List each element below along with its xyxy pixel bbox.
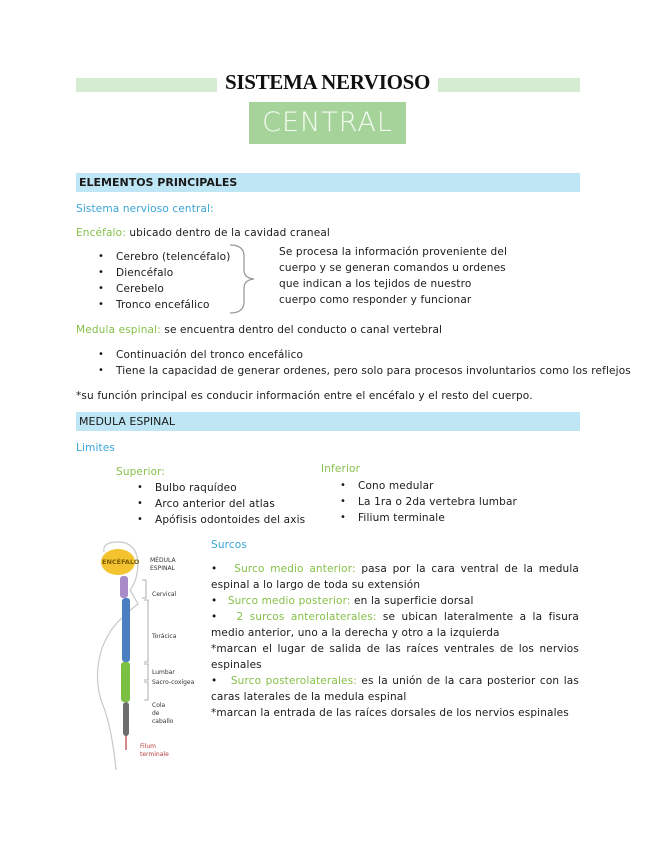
thoracic-segment [122,598,130,662]
label-toracica: Torácica [152,633,177,640]
lumbar-segment [121,662,130,702]
surco-item [211,673,579,705]
spine-column [120,576,130,750]
superior-label: Superior: [116,466,166,478]
brace-note-line: que indican a los tejidos de nuestro [279,278,472,290]
curly-brace-icon [226,242,260,316]
label-medula-2: ESPINAL [150,565,175,572]
list-item: • Bulbo raquídeo [135,480,305,496]
label-medula-1: MÉDULA [150,557,176,564]
list-item: • Arco anterior del atlas [135,496,305,512]
list-item: • Continuación del tronco encefálico [96,347,631,363]
label-cola-1: Cola [152,702,166,709]
list-item: • Apófisis odontoides del axis [135,512,305,528]
surco-item [211,609,579,641]
label-sacro: Sacro-coxígea [152,679,195,686]
brace-note-line: cuerpo y se generan comandos u ordenes [279,262,506,274]
snc-label: Sistema nervioso central: [76,203,214,215]
surcos-label: Surcos [211,539,247,551]
label-encefalo: ENCÉFALO [102,558,140,566]
section-heading-elementos: ELEMENTOS PRINCIPALES [76,173,580,192]
bullet-icon: • [211,611,237,623]
list-item: • Cono medular [338,478,517,494]
limites-label: Limites [76,442,116,454]
bullet-icon: • [211,563,235,575]
surco-name: Surco medio posterior: [227,595,351,607]
brace-note [279,244,507,308]
medula-label: Medula espinal: [76,324,161,336]
surco-name: 2 surcos anterolaterales: [236,611,377,623]
label-cola-3: caballo [152,718,174,725]
bullet-icon: • [211,595,228,607]
surco-item [211,561,579,593]
list-item: • Filium terminale [338,510,517,526]
label-cola-2: de [152,710,160,717]
label-filum-2: terminale [140,751,169,758]
section-heading-medula: MEDULA ESPINAL [76,412,580,431]
surco-name: Surco posterolaterales: [230,675,357,687]
surco-note: *marcan el lugar de salida de las raíces ventrales de los nervios espinales [211,643,579,671]
label-cervical: Cervical [152,591,177,598]
surco-text: es la unión de la cara posterior con las caras laterales de la medula espinal [211,675,579,703]
list-item: • Tronco encefálico [96,297,231,313]
inferior-list [338,478,517,526]
bullet-icon: • [211,675,231,687]
sacral-segment [123,702,129,736]
surco-text: se ubican lateralmente a la fisura medio anterior, uno a la derecha y otro a la izquierda [211,611,579,639]
cervical-segment [120,576,128,598]
encefalo-list [96,249,231,313]
brace-note-line: cuerpo como responder y funcionar [279,294,472,306]
surco-note: *marcan la entrada de las raíces dorsales de los nervios espinales [211,707,569,719]
surcos-list [211,561,579,721]
spine-figure [82,540,206,770]
page-subtitle: CENTRAL [249,102,406,144]
list-item: • La 1ra o 2da vertebra lumbar [338,494,517,510]
function-note: *su función principal es conducir información entre el encéfalo y el resto del cuerpo. [76,390,533,402]
superior-list [135,480,305,528]
list-item: • Cerebelo [96,281,231,297]
encefalo-label: Encéfalo: [76,227,126,239]
page-title [0,70,655,95]
medula-line [76,322,442,338]
list-item: • Tiene la capacidad de generar ordenes, pero solo para procesos involuntarios como los reflejos [96,363,631,379]
label-lumbar: Lumbar [152,669,175,676]
surco-text: pasa por la cara ventral de la medula espinal a lo largo de toda su extensión [211,563,579,591]
list-item: • Diencéfalo [96,265,231,281]
encefalo-line [76,225,330,241]
page-title-text: SISTEMA NERVIOSO [217,70,438,94]
inferior-label: Inferior [321,463,361,475]
surco-name: Surco medio anterior: [234,563,356,575]
brace-note-line: Se procesa la información proveniente del [279,246,508,258]
surco-text: en la superficie dorsal [350,595,474,607]
medula-text: se encuentra dentro del conducto o canal vertebral [160,324,443,336]
label-filum-1: Filum [140,743,156,750]
list-item: • Cerebro (telencéfalo) [96,249,231,265]
medula-list [96,347,631,379]
encefalo-text: ubicado dentro de la cavidad craneal [125,227,330,239]
surco-item [211,593,579,609]
